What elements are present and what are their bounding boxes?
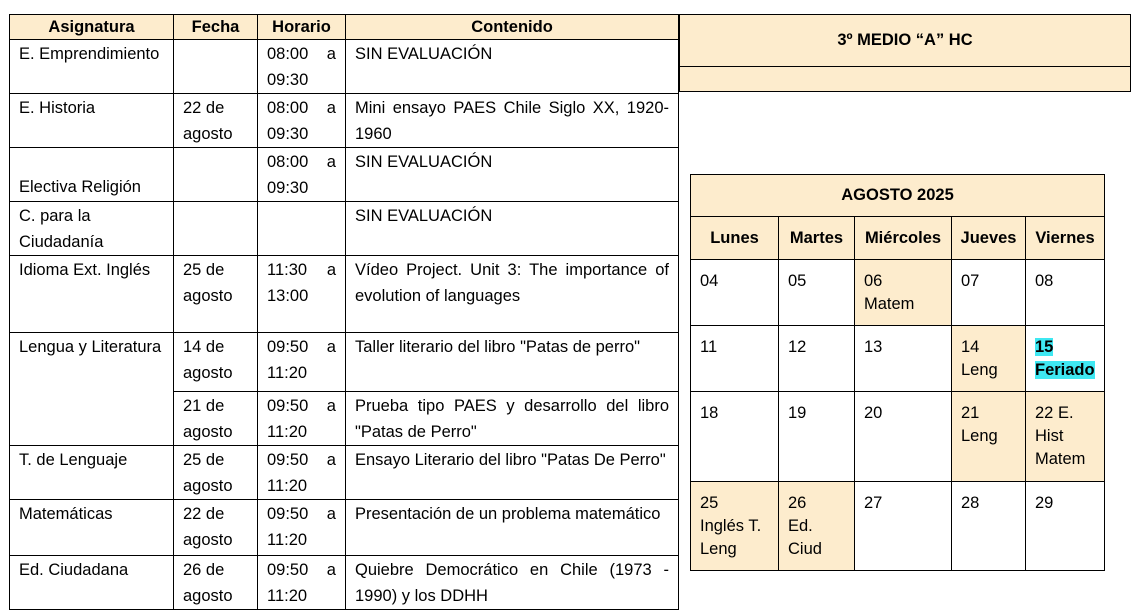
holiday-label: Feriado — [1035, 361, 1095, 379]
cell-asignatura: Ed. Ciudadana — [10, 556, 174, 610]
cell-fecha: 25 de agosto — [174, 256, 258, 333]
header-fecha: Fecha — [174, 15, 258, 40]
header-contenido: Contenido — [346, 15, 679, 40]
calendar-cell — [855, 326, 952, 392]
calendar-day-number: 05 — [788, 272, 807, 290]
course-title: 3º MEDIO “A” HC — [680, 15, 1131, 67]
calendar-day-number: 27 — [864, 494, 883, 512]
cell-asignatura: T. de Lenguaje — [10, 446, 174, 500]
calendar-cell — [1026, 482, 1105, 571]
holiday-day-number: 15 — [1035, 338, 1054, 356]
calendar-week — [691, 482, 1105, 571]
table-row — [10, 333, 679, 392]
calendar-week — [691, 326, 1105, 392]
calendar-cell — [1026, 392, 1105, 482]
cell-fecha: 25 de agosto — [174, 446, 258, 500]
calendar-cell — [779, 326, 855, 392]
table-row — [10, 256, 679, 333]
cell-asignatura: E. Emprendimiento — [10, 40, 174, 94]
cell-horario: 09:50 a 11:20 — [258, 392, 346, 446]
header-horario: Horario — [258, 15, 346, 40]
calendar-day-number: 11 — [700, 338, 718, 356]
calendar-cell-holiday — [1026, 326, 1105, 392]
cell-contenido: SIN EVALUACIÓN — [346, 40, 679, 94]
calendar-cell — [779, 482, 855, 571]
table-row — [10, 148, 679, 202]
table-row — [10, 446, 679, 500]
course-title-box — [679, 14, 1131, 92]
calendar-week — [691, 392, 1105, 482]
table-row — [10, 500, 679, 556]
calendar — [690, 174, 1105, 571]
calendar-day-number: 06 — [864, 272, 883, 290]
cell-fecha — [174, 202, 258, 256]
calendar-cell — [691, 392, 779, 482]
calendar-day-number: 25 — [700, 494, 719, 512]
calendar-day-number: 21 — [961, 404, 980, 422]
calendar-cell — [855, 482, 952, 571]
table-row — [10, 556, 679, 610]
table-row — [10, 202, 679, 256]
cell-horario: 08:00 a 09:30 — [258, 94, 346, 148]
cell-contenido: Ensayo Literario del libro "Patas De Perro" — [346, 446, 679, 500]
cell-horario: 11:30 a 13:00 — [258, 256, 346, 333]
calendar-cell — [952, 392, 1026, 482]
day-header-lunes: Lunes — [691, 217, 779, 260]
cell-horario — [258, 202, 346, 256]
calendar-day-number: 28 — [961, 494, 980, 512]
day-header-viernes: Viernes — [1026, 217, 1105, 260]
calendar-cell — [779, 260, 855, 326]
calendar-day-number: 29 — [1035, 494, 1054, 512]
calendar-week — [691, 260, 1105, 326]
calendar-cell — [1026, 260, 1105, 326]
cell-contenido: Mini ensayo PAES Chile Siglo XX, 1920-1960 — [346, 94, 679, 148]
cell-contenido: Presentación de un problema matemático — [346, 500, 679, 556]
cell-contenido: SIN EVALUACIÓN — [346, 202, 679, 256]
table-row — [10, 94, 679, 148]
cell-fecha: 26 de agosto — [174, 556, 258, 610]
calendar-cell — [855, 260, 952, 326]
cell-asignatura: Electiva Religión — [10, 148, 174, 202]
calendar-cell — [691, 260, 779, 326]
calendar-cell — [691, 482, 779, 571]
calendar-event-note: Inglés T. Leng — [700, 517, 762, 558]
cell-horario: 09:50 a 11:20 — [258, 446, 346, 500]
day-header-jueves: Jueves — [952, 217, 1026, 260]
calendar-day-number: 19 — [788, 404, 807, 422]
cell-asignatura: Lengua y Literatura — [10, 333, 174, 446]
calendar-day-number: 26 — [788, 494, 807, 512]
cell-fecha: 14 de agosto — [174, 333, 258, 392]
calendar-day-number: 12 — [788, 338, 807, 356]
cell-asignatura: E. Historia — [10, 94, 174, 148]
cell-fecha — [174, 40, 258, 94]
calendar-day-number: 18 — [700, 404, 719, 422]
day-header-miercoles: Miércoles — [855, 217, 952, 260]
cell-asignatura: C. para la Ciudadanía — [10, 202, 174, 256]
cell-horario: 09:50 a 11:20 — [258, 556, 346, 610]
cell-horario: 09:50 a 11:20 — [258, 500, 346, 556]
calendar-cell — [952, 260, 1026, 326]
calendar-day-number: 14 — [961, 338, 980, 356]
calendar-day-number: 20 — [864, 404, 883, 422]
calendar-event-note: Matem — [864, 295, 915, 313]
calendar-cell — [855, 392, 952, 482]
cell-contenido: SIN EVALUACIÓN — [346, 148, 679, 202]
calendar-day-number: 08 — [1035, 272, 1054, 290]
cell-contenido: Quiebre Democrático en Chile (1973 - 1990) y los DDHH — [346, 556, 679, 610]
cell-contenido: Prueba tipo PAES y desarrollo del libro "Patas de Perro" — [346, 392, 679, 446]
table-header-row — [10, 15, 679, 40]
evaluation-table — [9, 14, 679, 610]
cell-asignatura: Matemáticas — [10, 500, 174, 556]
calendar-day-number: 07 — [961, 272, 980, 290]
calendar-event-note: Leng — [961, 427, 998, 445]
calendar-cell — [952, 482, 1026, 571]
calendar-day-number: 13 — [864, 338, 883, 356]
calendar-cell — [952, 326, 1026, 392]
calendar-event-note: Ed. Ciud — [788, 517, 822, 558]
calendar-event-note: Leng — [961, 361, 998, 379]
calendar-day-number: 04 — [700, 272, 719, 290]
header-asignatura: Asignatura — [10, 15, 174, 40]
day-header-martes: Martes — [779, 217, 855, 260]
calendar-event-note: E. Hist Matem — [1035, 404, 1086, 468]
cell-horario: 08:00 a 09:30 — [258, 148, 346, 202]
calendar-cell — [691, 326, 779, 392]
table-row — [10, 40, 679, 94]
calendar-cell — [779, 392, 855, 482]
cell-contenido: Taller literario del libro "Patas de perro" — [346, 333, 679, 392]
cell-contenido: Vídeo Project. Unit 3: The importance of evolution of languages — [346, 256, 679, 333]
cell-horario: 08:00 a 09:30 — [258, 40, 346, 94]
calendar-day-number: 22 — [1035, 404, 1054, 422]
cell-fecha: 21 de agosto — [174, 392, 258, 446]
course-title-bar — [680, 67, 1131, 92]
cell-horario: 09:50 a 11:20 — [258, 333, 346, 392]
calendar-day-header-row — [691, 217, 1105, 260]
cell-fecha: 22 de agosto — [174, 94, 258, 148]
cell-asignatura: Idioma Ext. Inglés — [10, 256, 174, 333]
calendar-title: AGOSTO 2025 — [691, 175, 1105, 217]
cell-fecha — [174, 148, 258, 202]
cell-fecha: 22 de agosto — [174, 500, 258, 556]
